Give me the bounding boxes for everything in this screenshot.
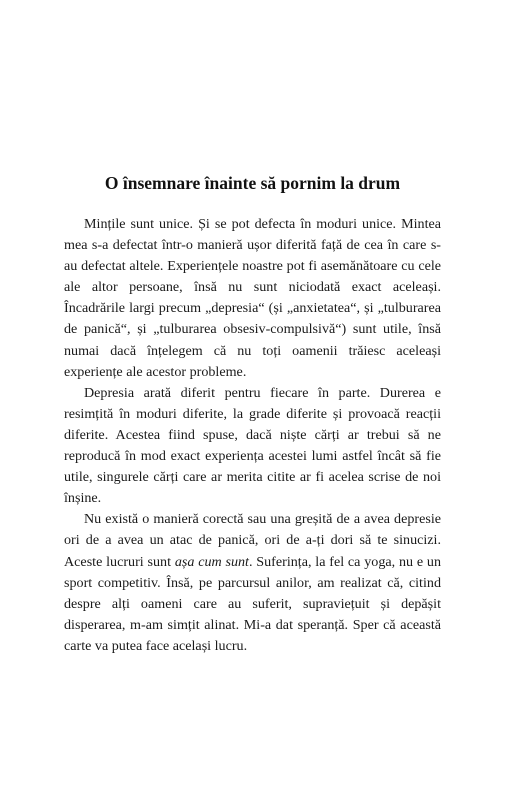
paragraph-3 xyxy=(64,509,441,657)
paragraph-3-italic: așa cum sunt xyxy=(174,553,249,570)
paragraph-2: Depresia arată diferit pentru fiecare în parte. Durerea e resimțită în moduri diferite, la grade diferite și provoacă reacții diferite. Acestea fiind spuse, dacă niște cărți ar trebui să ne reproducă în mod exact experiența acestei lumi astfel încât să fie utile, singurele cărți care ar merita citite ar fi acelea scrise de noi înșine. xyxy=(64,384,441,507)
body-text xyxy=(64,214,441,657)
paragraph-1: Mințile sunt unice. Și se pot defecta în moduri unice. Mintea mea s-a defectat într-o manieră ușor diferită față de cea în care s-au defectat altele. Experiențele noastre pot fi asemănătoare cu cele ale altor persoane, însă nu sunt niciodată exact aceleași. Încadrările largi precum „depresia“ (și „anxietatea“, și „tulburarea de panică“, și „tulburarea obsesiv-compulsivă“) sunt utile, însă numai dacă înțelegem că nu toți oamenii trăiesc aceleași experiențe ale acestor probleme. xyxy=(64,216,441,380)
paragraph-3-end: . Suferința, la fel ca yoga, nu e un sport competitiv. Însă, pe parcursul anilor, am realizat că, citind despre alți oameni care au suferit, supraviețuit și depășit disperarea, m-am simțit alinat. Mi-a dat speranță. Sper că această carte va putea face același lucru. xyxy=(64,553,441,654)
chapter-title: O însemnare înainte să pornim la drum xyxy=(104,173,401,193)
paragraph-3-start: Nu există o manieră corectă sau una greșită de a avea depresie ori de a avea un atac de panică, ori de a-ți dori să te sinucizi. Aceste lucruri sunt xyxy=(64,511,441,570)
